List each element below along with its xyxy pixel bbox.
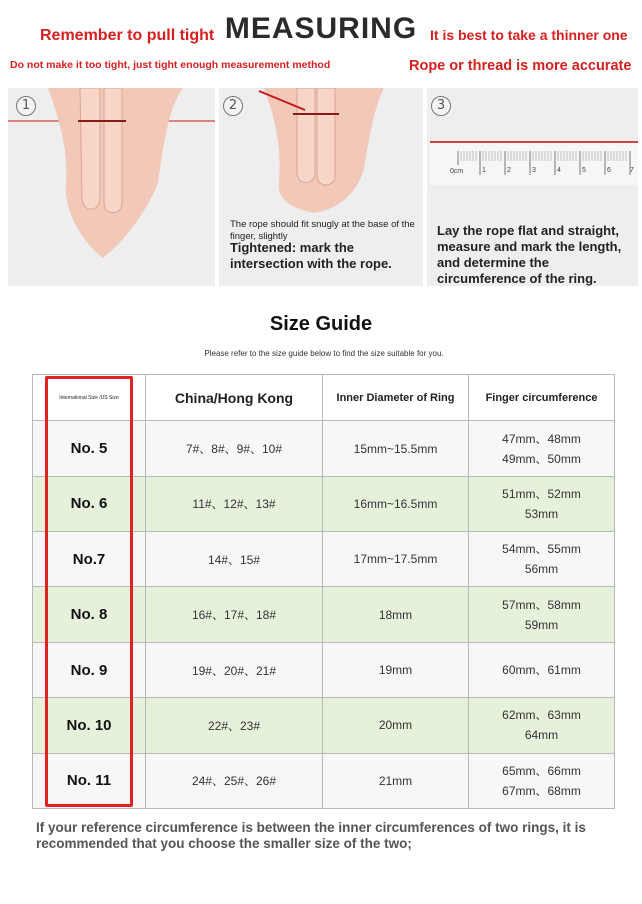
diameter-cell: 21mm <box>323 753 469 808</box>
circumference-cell <box>469 421 615 476</box>
circumference-line-2: 53mm <box>524 506 559 521</box>
circumference-line-2: 64mm <box>524 728 559 743</box>
ruler-tick-label: 3 <box>532 167 536 174</box>
rope-more-accurate-tip: Rope or thread is more accurate <box>409 58 632 74</box>
circumference-cell <box>469 587 615 642</box>
size-cell: No. 8 <box>33 587 146 642</box>
size-cell: No. 9 <box>33 642 146 697</box>
china-size-cell: 7#、8#、9#、10# <box>146 421 323 476</box>
size-cell: No. 5 <box>33 421 146 476</box>
circumference-line-1: 62mm、63mm <box>502 708 581 723</box>
step-3-panel <box>427 88 638 286</box>
diameter-cell: 17mm~17.5mm <box>323 532 469 587</box>
step-3-caption: Lay the rope flat and straight, measure and mark the length, and determine the circumference of the ring. <box>437 223 622 286</box>
ruler-ticks <box>430 143 638 185</box>
diameter-cell: 20mm <box>323 698 469 753</box>
size-cell: No. 10 <box>33 698 146 753</box>
ruler-tick-label: 5 <box>582 167 586 174</box>
diameter-cell: 16mm~16.5mm <box>323 476 469 531</box>
step-2-number: 2 <box>223 96 243 116</box>
step-3-number: 3 <box>431 96 451 116</box>
circumference-line-1: 57mm、58mm <box>502 597 581 612</box>
ruler-tick-label: 4 <box>557 167 561 174</box>
ruler <box>430 141 638 185</box>
circumference-cell <box>469 642 615 697</box>
circumference-line-2: 59mm <box>524 617 559 632</box>
size-cell: No. 6 <box>33 476 146 531</box>
china-size-cell: 19#、20#、21# <box>146 642 323 697</box>
ruler-zero-label: 0cm <box>450 168 464 175</box>
circumference-line-1: 47mm、48mm <box>502 431 581 446</box>
diameter-cell: 18mm <box>323 587 469 642</box>
footer-note: If your reference circumference is between the inner circumferences of two rings, it is recommended that you choose the smaller size of the two; <box>36 820 586 851</box>
circumference-cell <box>469 532 615 587</box>
ruler-tick-label: 7 <box>630 167 634 174</box>
china-size-cell: 14#、15# <box>146 532 323 587</box>
header-finger-circumference: Finger circumference <box>469 375 615 421</box>
size-cell: No.7 <box>33 532 146 587</box>
header-china-hk: China/Hong Kong <box>146 375 323 421</box>
china-size-cell: 22#、23# <box>146 698 323 753</box>
header-intl-size: International Size /US Size <box>33 375 146 421</box>
circumference-line-1: 51mm、52mm <box>502 486 581 501</box>
ruler-tick-label: 2 <box>507 167 511 174</box>
circumference-cell <box>469 476 615 531</box>
size-column-highlight <box>45 376 133 807</box>
circumference-line-1: 54mm、55mm <box>502 542 581 557</box>
size-cell: No. 11 <box>33 753 146 808</box>
circumference-line-2: 56mm <box>524 562 559 577</box>
ruler-tick-label: 1 <box>482 167 486 174</box>
ruler-tick-label: 6 <box>607 167 611 174</box>
circumference-cell <box>469 698 615 753</box>
china-size-cell: 24#、25#、26# <box>146 753 323 808</box>
circumference-line-1: 60mm、61mm <box>502 663 581 677</box>
size-guide-title: Size Guide <box>269 313 373 335</box>
step-1-number: 1 <box>16 96 36 116</box>
step-2-note: The rope should fit snugly at the base of the finger, slightly <box>230 219 415 242</box>
not-too-tight-tip: Do not make it too tight, just tight enough measurement method <box>10 59 331 71</box>
page-title: MEASURING <box>224 12 418 45</box>
circumference-line-1: 65mm、66mm <box>502 763 581 778</box>
diameter-cell: 15mm~15.5mm <box>323 421 469 476</box>
step-1-panel <box>8 88 215 286</box>
step-2-panel <box>219 88 423 286</box>
header-inner-diameter: Inner Diameter of Ring <box>323 375 469 421</box>
china-size-cell: 11#、12#、13# <box>146 476 323 531</box>
circumference-line-2: 49mm、50mm <box>502 451 581 466</box>
remember-pull-tight-text: Remember to pull tight <box>40 27 215 44</box>
circumference-line-2: 67mm、68mm <box>502 783 581 798</box>
thinner-rope-tip: It is best to take a thinner one <box>430 27 628 43</box>
china-size-cell: 16#、17#、18# <box>146 587 323 642</box>
circumference-cell <box>469 753 615 808</box>
step-2-caption: Tightened: mark the intersection with the rope. <box>230 240 392 271</box>
diameter-cell: 19mm <box>323 642 469 697</box>
size-guide-subtitle: Please refer to the size guide below to find the size suitable for you. <box>204 349 444 358</box>
hand-illustration-1 <box>8 88 215 286</box>
